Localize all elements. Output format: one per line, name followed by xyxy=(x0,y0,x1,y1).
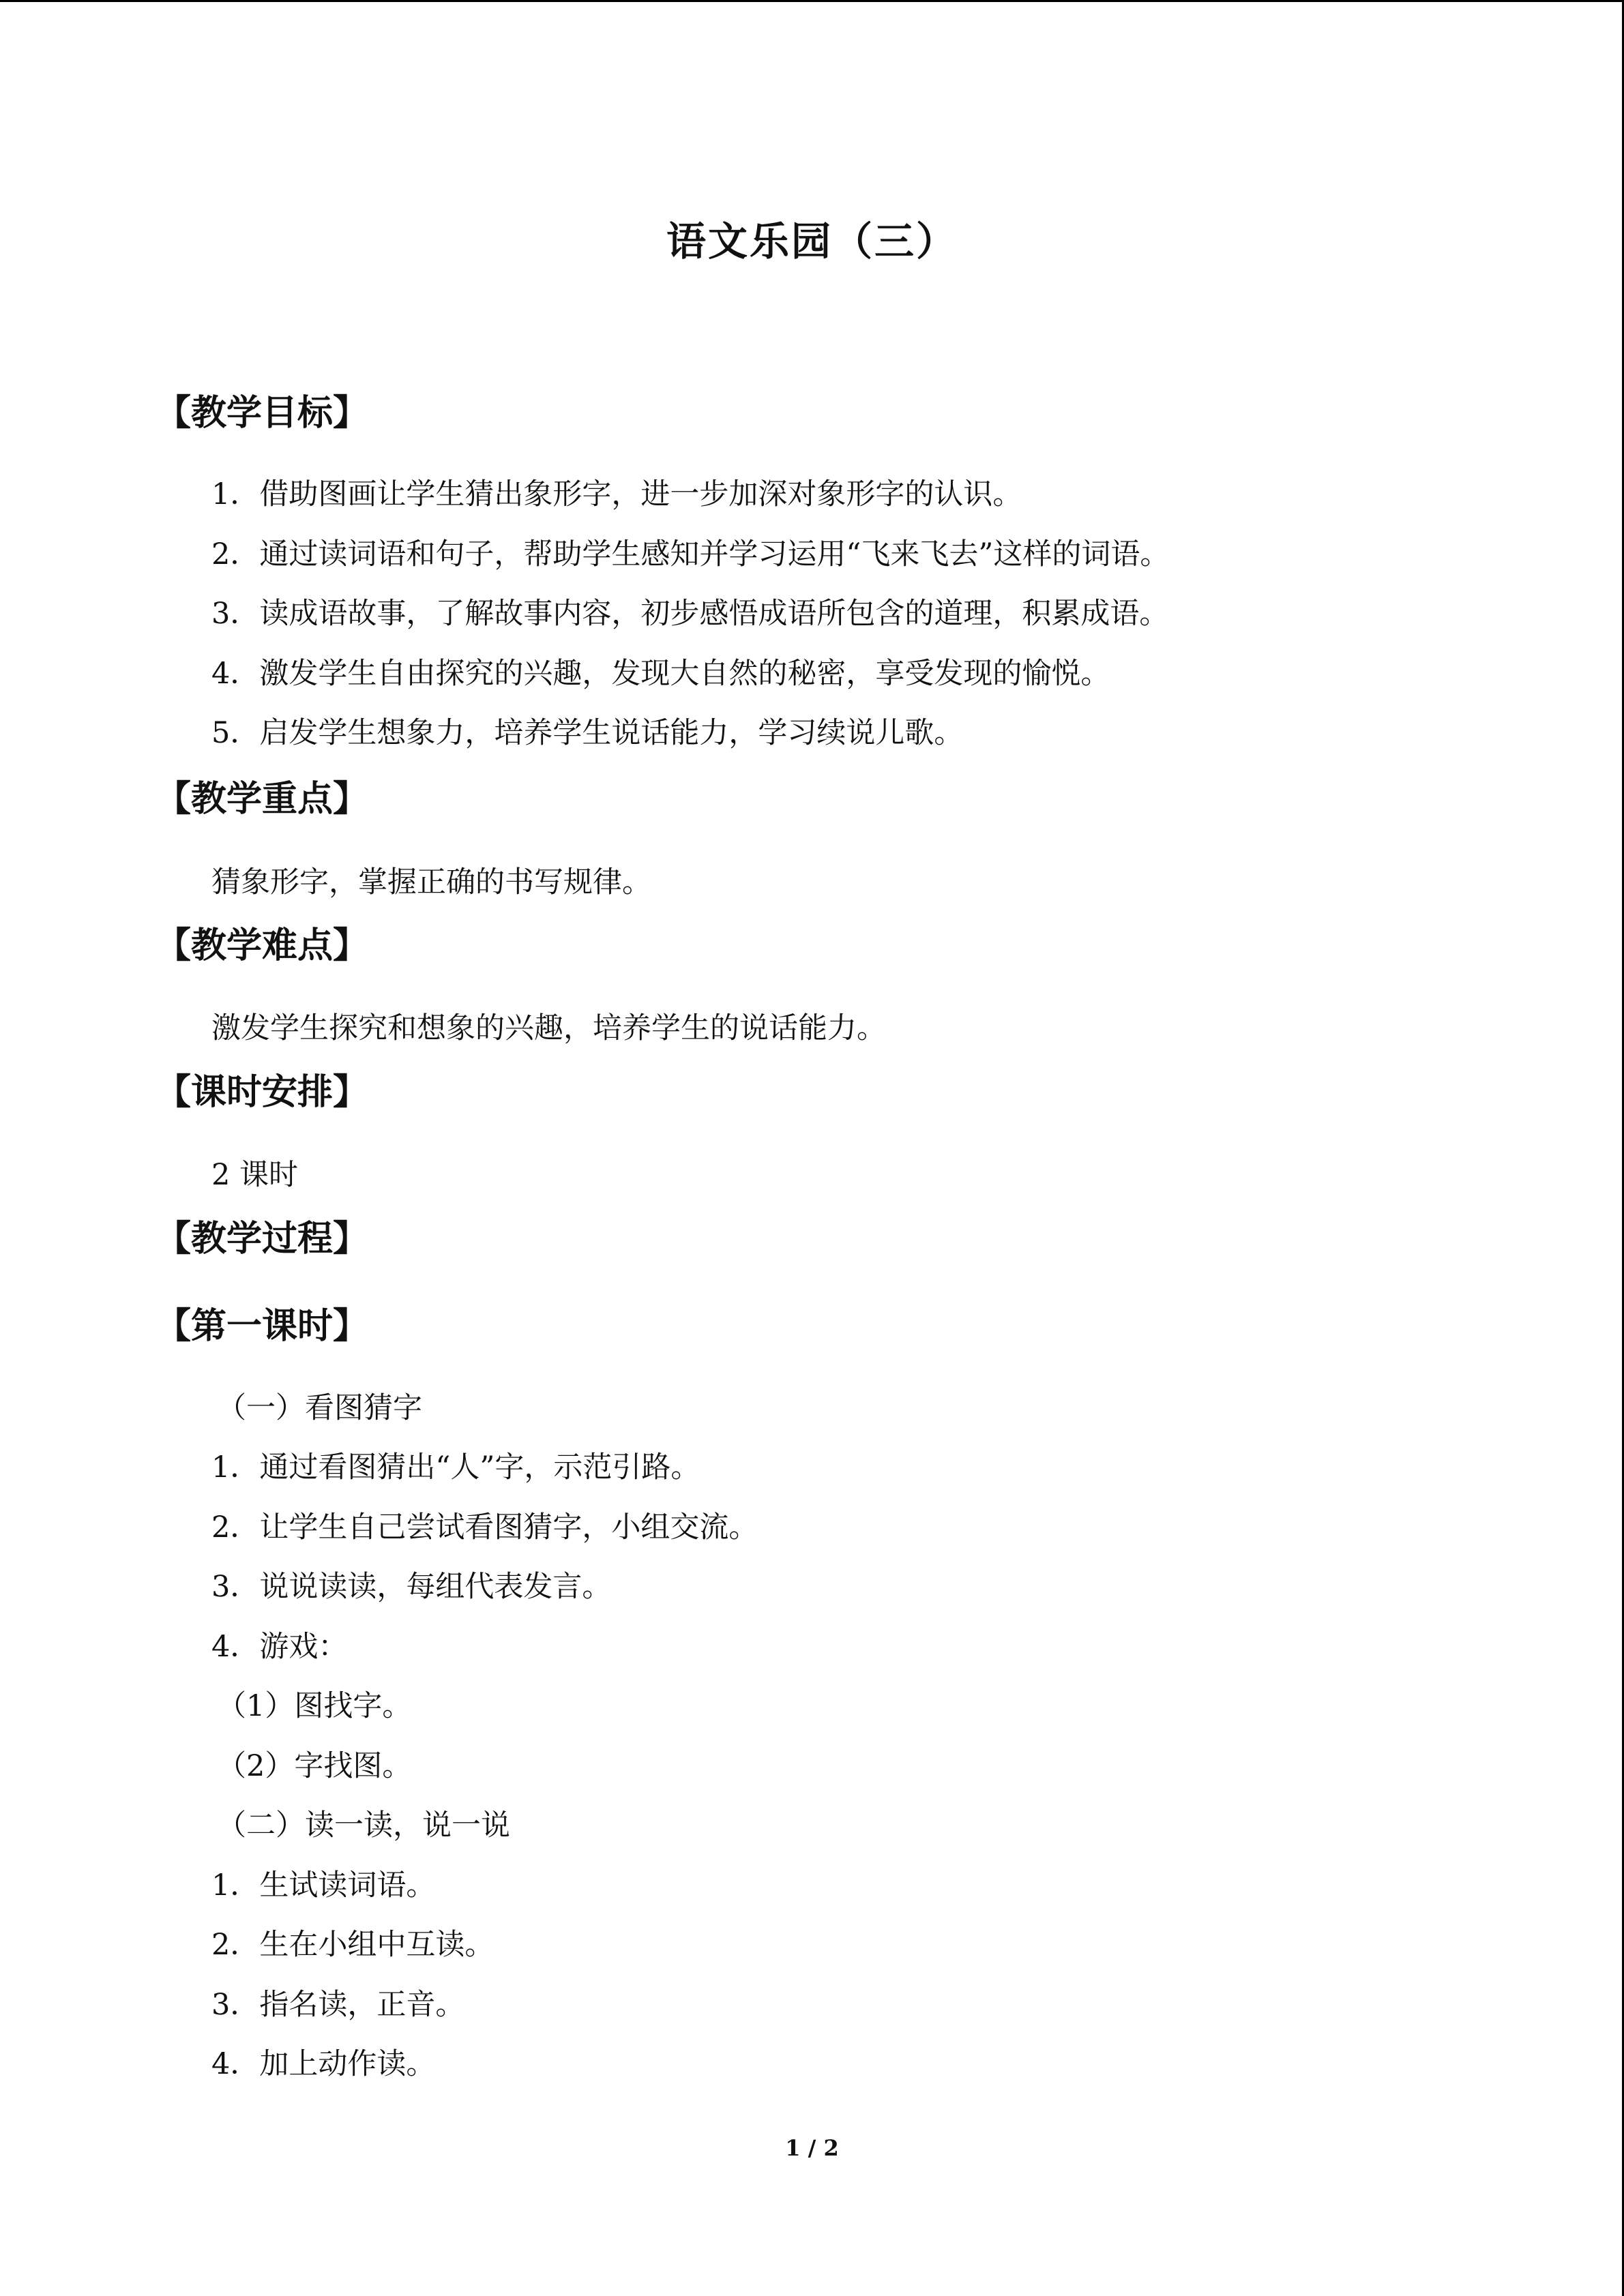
top-border-line xyxy=(0,0,1624,2)
lesson-line-10: 2．生在小组中互读。 xyxy=(211,1928,494,1962)
lesson-line-11: 3．指名读，正音。 xyxy=(211,1988,465,2022)
heading-schedule: 【课时安排】 xyxy=(156,1072,369,1113)
objective-item-4: 4．激发学生自由探究的兴趣，发现大自然的秘密，享受发现的愉悦。 xyxy=(211,657,1110,691)
difficulties-text: 激发学生探究和想象的兴趣，培养学生的说话能力。 xyxy=(211,1011,886,1045)
lesson-line-8: （二）读一读，说一说 xyxy=(217,1808,510,1843)
heading-key-points: 【教学重点】 xyxy=(156,779,369,820)
lesson-line-12: 4．加上动作读。 xyxy=(211,2047,436,2081)
lesson-line-7: （2）字找图。 xyxy=(217,1749,412,1783)
schedule-text: 2 课时 xyxy=(211,1158,299,1192)
page-number: 1 / 2 xyxy=(785,2135,839,2161)
objective-item-1: 1．借助图画让学生猜出象形字，进一步加深对象形字的认识。 xyxy=(211,477,1022,511)
objective-item-2: 2．通过读词语和句子，帮助学生感知并学习运用“飞来飞去”这样的词语。 xyxy=(211,537,1170,571)
heading-objectives: 【教学目标】 xyxy=(156,393,369,434)
lesson-line-9: 1．生试读词语。 xyxy=(211,1868,436,1903)
lesson-line-4: 3．说说读读，每组代表发言。 xyxy=(211,1570,612,1604)
heading-difficulties: 【教学难点】 xyxy=(156,925,369,966)
heading-first-lesson: 【第一课时】 xyxy=(156,1306,369,1347)
key-points-text: 猜象形字，掌握正确的书写规律。 xyxy=(211,865,651,899)
heading-process: 【教学过程】 xyxy=(156,1219,369,1259)
lesson-line-3: 2．让学生自己尝试看图猜字，小组交流。 xyxy=(211,1510,758,1545)
lesson-line-6: （1）图找字。 xyxy=(217,1689,412,1723)
objective-item-3: 3．读成语故事，了解故事内容，初步感悟成语所包含的道理，积累成语。 xyxy=(211,597,1169,631)
page-title: 语文乐园（三） xyxy=(666,218,958,265)
objective-item-5: 5．启发学生想象力，培养学生说话能力，学习续说儿歌。 xyxy=(211,716,964,750)
lesson-line-5: 4．游戏： xyxy=(211,1630,348,1664)
lesson-line-1: （一）看图猜字 xyxy=(217,1391,422,1425)
lesson-line-2: 1．通过看图猜出“人”字，示范引路。 xyxy=(211,1450,700,1485)
